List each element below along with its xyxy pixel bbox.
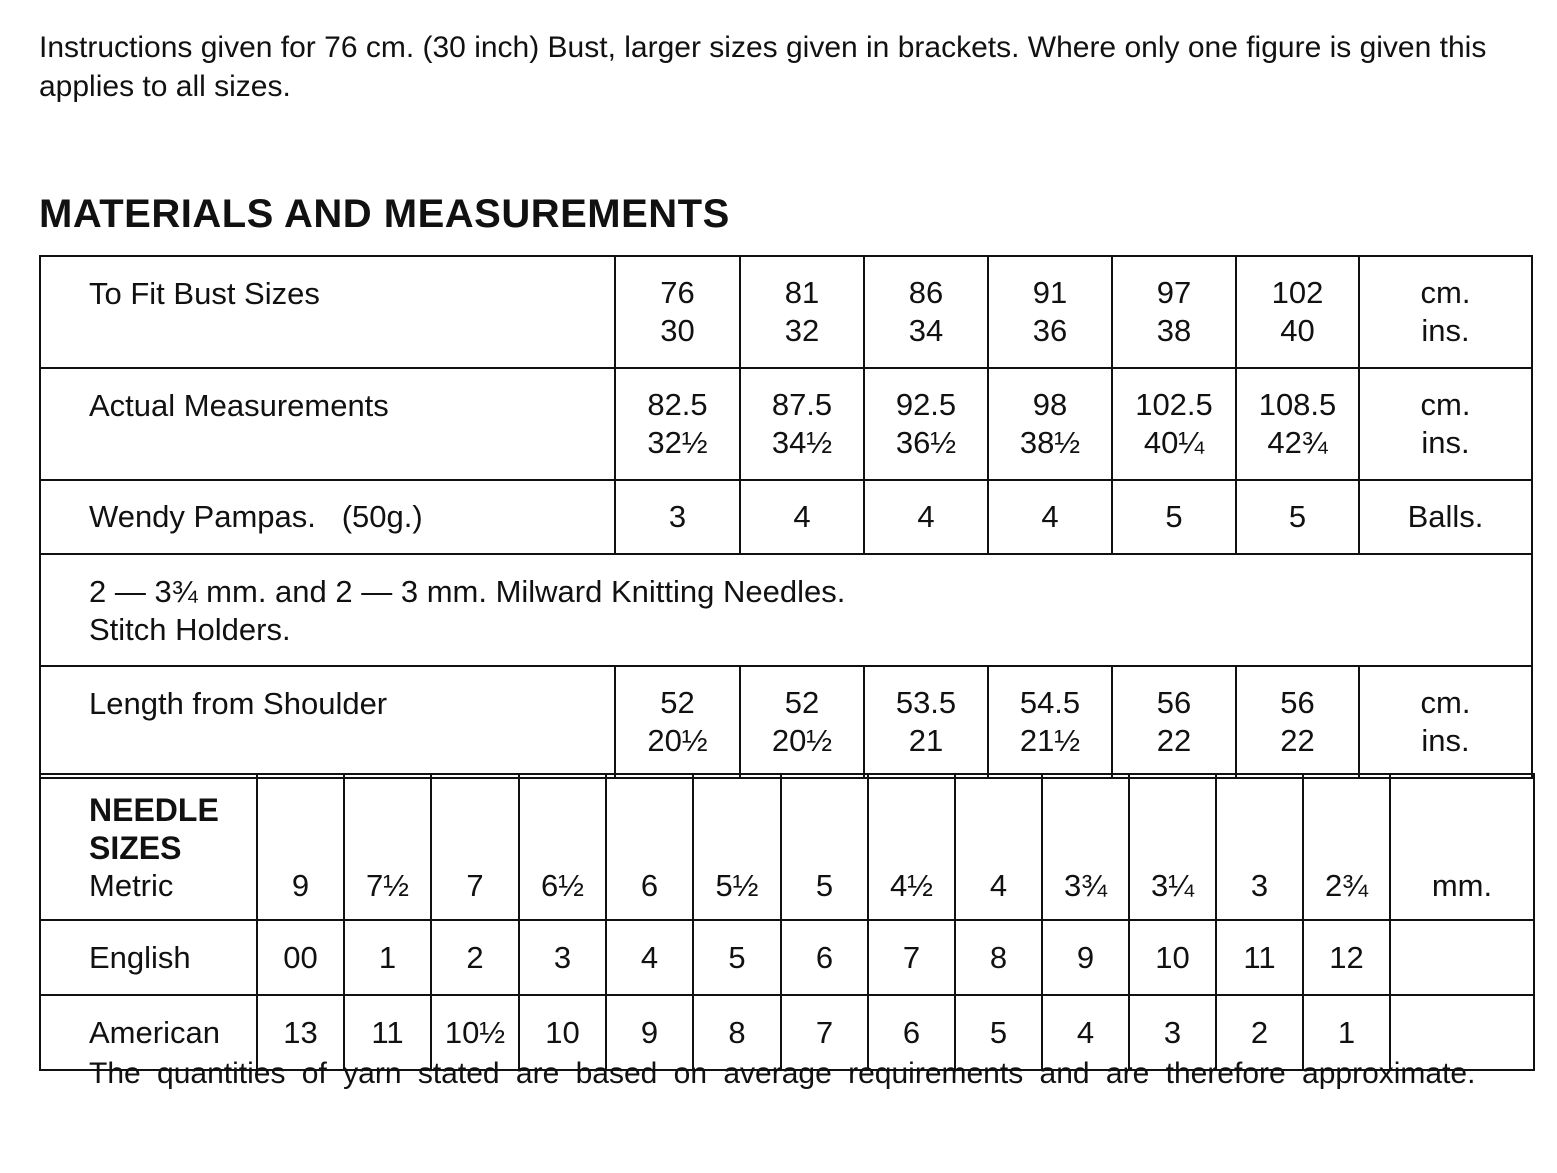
english-cell: 2 [431, 920, 519, 995]
american-cell: 7 [781, 995, 868, 1070]
english-cell: 11 [1216, 920, 1303, 995]
length-cell: 56 22 [1236, 666, 1359, 778]
american-cell: 3 [1129, 995, 1216, 1070]
yarn-cell: 5 [1112, 480, 1236, 554]
metric-cell: 5½ [693, 774, 781, 920]
bust-cell: 81 32 [740, 256, 864, 368]
english-label: English [40, 920, 257, 995]
actual-cell: 92.5 36½ [864, 368, 988, 480]
actual-cell: 102.5 40¼ [1112, 368, 1236, 480]
metric-cell: 6 [606, 774, 693, 920]
yarn-label: Wendy Pampas. (50g.) [40, 480, 615, 554]
metric-cell: 7½ [344, 774, 431, 920]
metric-cell: 3 [1216, 774, 1303, 920]
english-cell: 00 [257, 920, 344, 995]
american-cell: 11 [344, 995, 431, 1070]
american-cell: 2 [1216, 995, 1303, 1070]
length-cell: 56 22 [1112, 666, 1236, 778]
bust-cell: 102 40 [1236, 256, 1359, 368]
metric-label: Metric [89, 868, 174, 903]
yarn-row [40, 480, 1532, 554]
american-cell: 6 [868, 995, 955, 1070]
metric-cell: 5 [781, 774, 868, 920]
american-cell: 9 [606, 995, 693, 1070]
actual-row [40, 368, 1532, 480]
english-cell: 1 [344, 920, 431, 995]
yarn-unit: Balls. [1359, 480, 1532, 554]
english-cell: 4 [606, 920, 693, 995]
american-cell: 10½ [431, 995, 519, 1070]
length-cell: 53.5 21 [864, 666, 988, 778]
american-cell: 1 [1303, 995, 1390, 1070]
american-label: American [40, 995, 257, 1070]
english-cell: 8 [955, 920, 1042, 995]
length-row [40, 666, 1532, 778]
length-cell: 54.5 21½ [988, 666, 1112, 778]
actual-cell: 108.5 42¾ [1236, 368, 1359, 480]
metric-cell: 6½ [519, 774, 606, 920]
metric-cell: 9 [257, 774, 344, 920]
yarn-cell: 4 [988, 480, 1112, 554]
actual-label: Actual Measurements [40, 368, 615, 480]
yarn-cell: 3 [615, 480, 740, 554]
american-cell: 5 [955, 995, 1042, 1070]
metric-cell: 2¾ [1303, 774, 1390, 920]
english-cell: 9 [1042, 920, 1129, 995]
needles-text-row [40, 554, 1532, 666]
english-cell: 10 [1129, 920, 1216, 995]
metric-cell: 3¼ [1129, 774, 1216, 920]
american-cell: 10 [519, 995, 606, 1070]
actual-cell: 87.5 34½ [740, 368, 864, 480]
length-cell: 52 20½ [740, 666, 864, 778]
actual-unit: cm. ins. [1359, 368, 1532, 480]
bust-label: To Fit Bust Sizes [40, 256, 615, 368]
intro-text: Instructions given for 76 cm. (30 inch) Bust, larger sizes given in brackets. Where only one figure is given this applies to all sizes. [39, 31, 1487, 103]
metric-unit: mm. [1390, 774, 1534, 920]
metric-cell: 4 [955, 774, 1042, 920]
section-heading: MATERIALS AND MEASUREMENTS [39, 192, 730, 236]
footer-note: The quantities of yarn stated are based on average requirements and are therefore approximate. [89, 1057, 1476, 1090]
english-unit-empty [1390, 920, 1534, 995]
american-cell: 4 [1042, 995, 1129, 1070]
metric-cell: 4½ [868, 774, 955, 920]
bust-cell: 86 34 [864, 256, 988, 368]
bust-unit: cm. ins. [1359, 256, 1532, 368]
actual-cell: 98 38½ [988, 368, 1112, 480]
needle-sizes-table [39, 773, 1535, 1071]
bust-row [40, 256, 1532, 368]
bust-cell: 97 38 [1112, 256, 1236, 368]
needle-sizes-title-cell [40, 774, 257, 920]
english-cell: 7 [868, 920, 955, 995]
american-cell: 13 [257, 995, 344, 1070]
yarn-cell: 4 [740, 480, 864, 554]
yarn-cell: 4 [864, 480, 988, 554]
length-cell: 52 20½ [615, 666, 740, 778]
metric-cell: 3¾ [1042, 774, 1129, 920]
bust-cell: 91 36 [988, 256, 1112, 368]
actual-cell: 82.5 32½ [615, 368, 740, 480]
english-cell: 5 [693, 920, 781, 995]
length-label: Length from Shoulder [40, 666, 615, 778]
yarn-cell: 5 [1236, 480, 1359, 554]
needle-sizes-title: NEEDLE SIZES [89, 792, 219, 866]
needles-text: 2 — 3¾ mm. and 2 — 3 mm. Milward Knitting Needles. Stitch Holders. [40, 554, 1532, 666]
length-unit: cm. ins. [1359, 666, 1532, 778]
english-row [40, 920, 1534, 995]
english-cell: 3 [519, 920, 606, 995]
american-cell: 8 [693, 995, 781, 1070]
bust-cell: 76 30 [615, 256, 740, 368]
metric-cell: 7 [431, 774, 519, 920]
english-cell: 12 [1303, 920, 1390, 995]
measurements-table [39, 255, 1533, 779]
english-cell: 6 [781, 920, 868, 995]
metric-row [40, 774, 1534, 920]
